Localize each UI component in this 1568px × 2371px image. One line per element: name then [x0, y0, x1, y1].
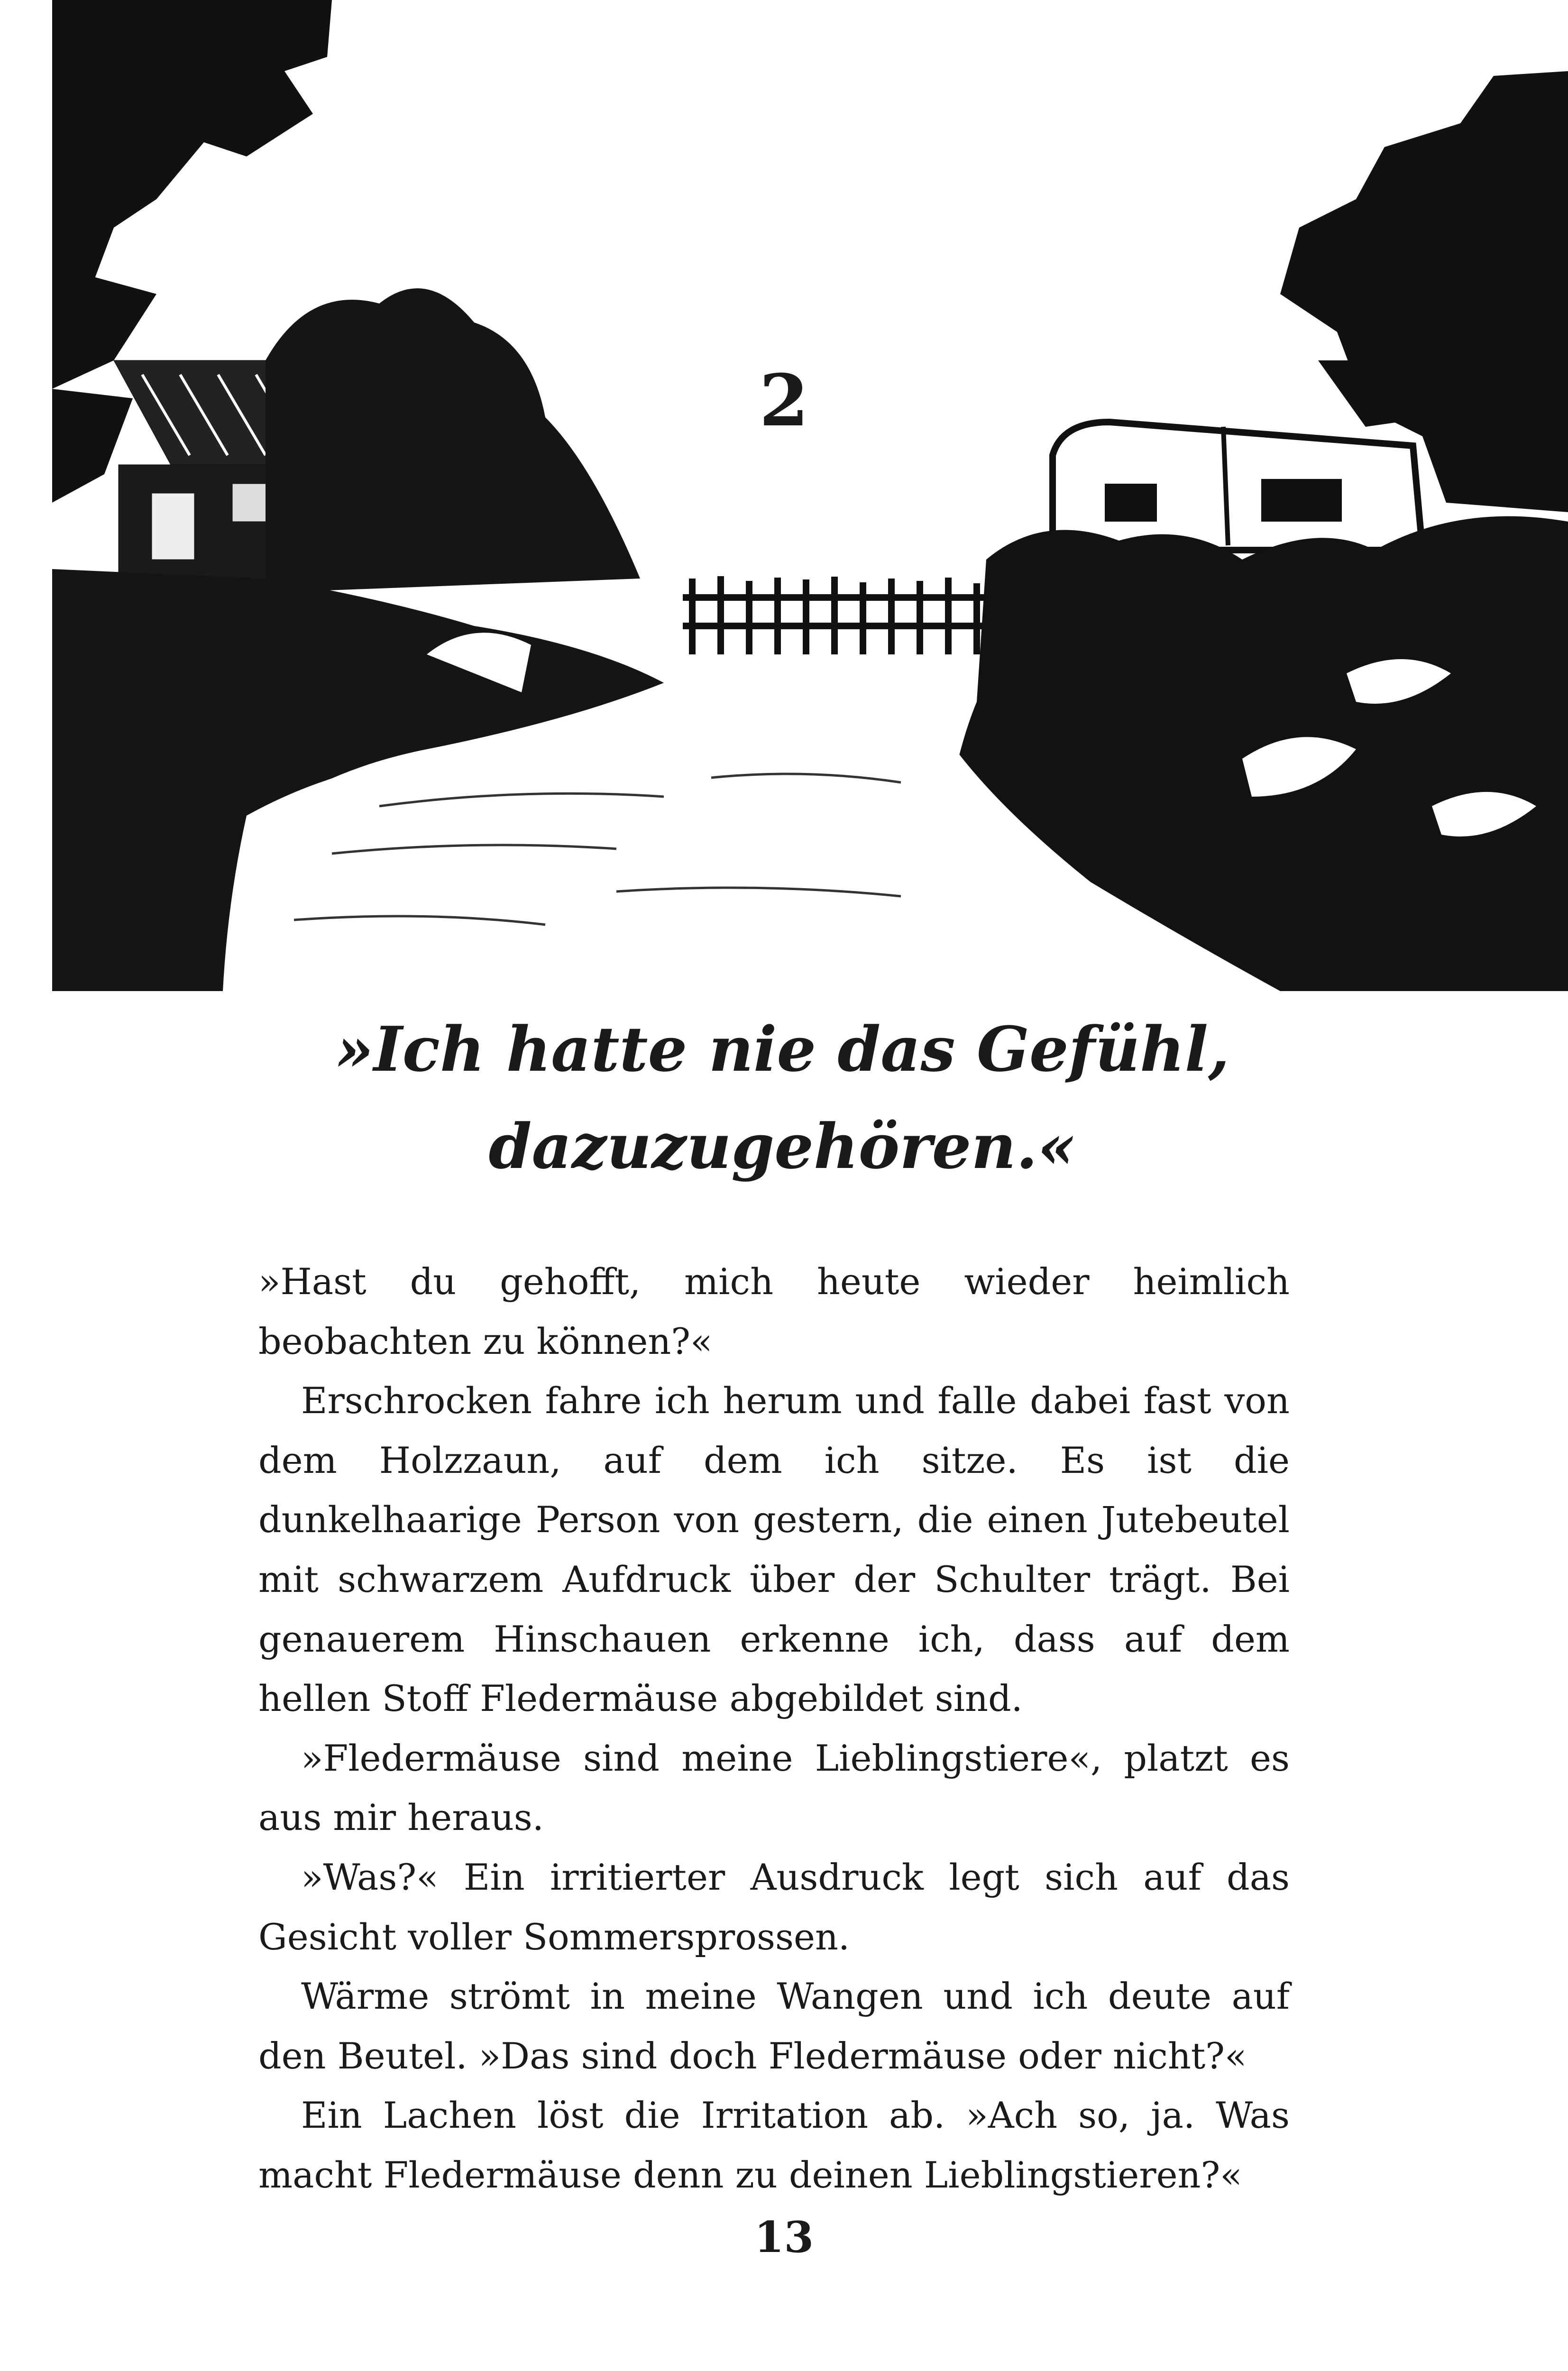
caravan: [1053, 422, 1422, 550]
body-text: [258, 1252, 1290, 2205]
chapter-number: 2: [759, 359, 809, 442]
chapter-title-line: dazuzugehören.«: [488, 1110, 1076, 1183]
garden-illustration: [0, 0, 1568, 996]
paragraph: Erschrocken fahre ich herum und falle dabei fast von dem Holzzaun, auf dem ich sitze. Es ist die dunkelhaarige Person von gestern, die einen Jutebeutel mit schwarzem Aufdruck über der Schulter trägt. Bei genauerem Hinschauen erkenne ich, dass auf dem hellen Stoff Fledermäuse abgebildet sind.: [258, 1379, 1290, 1720]
paragraph: Wärme strömt in meine Wangen und ich deute auf den Beutel. »Das sind doch Fledermäuse oder nicht?«: [258, 1975, 1290, 2077]
chapter-title: [190, 1001, 1375, 1195]
paragraph: »Was?« Ein irritierter Ausdruck legt sich auf das Gesicht voller Sommersprossen.: [258, 1856, 1290, 1958]
paragraph: »Fledermäuse sind meine Lieblingstiere«, platzt es aus mir heraus.: [258, 1737, 1290, 1839]
chapter-title-line: »Ich hatte nie das Gefühl,: [335, 1013, 1230, 1085]
paragraph: »Hast du gehofft, mich heute wieder heimlich beobachten zu können?«: [258, 1260, 1290, 1362]
fence: [683, 576, 986, 654]
middle-bushes: [266, 288, 640, 593]
paragraph: Ein Lachen löst die Irritation ab. »Ach so, ja. Was macht Fledermäuse denn zu deinen Lieblingstieren?«: [258, 2094, 1290, 2196]
page-number: 13: [754, 2212, 814, 2262]
